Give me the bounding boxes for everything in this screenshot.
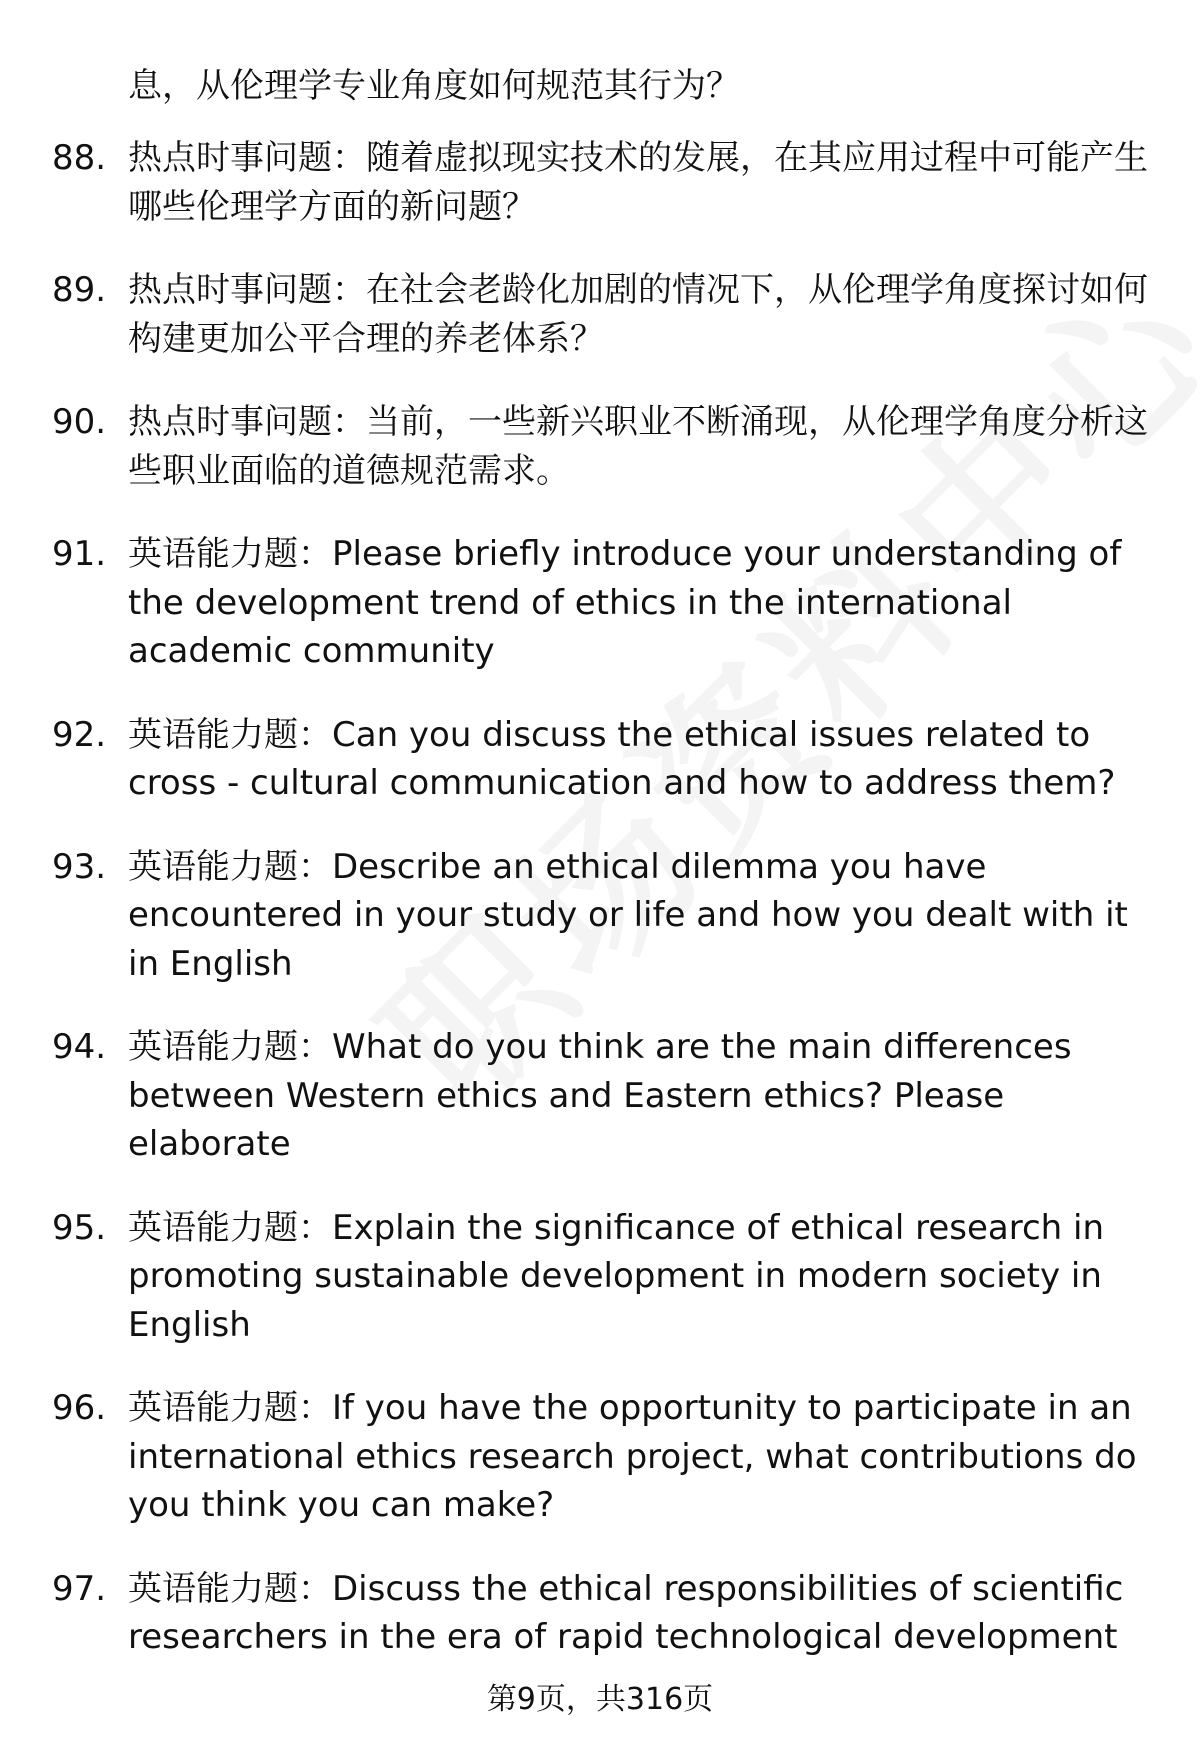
list-item (0, 398, 1148, 495)
question-number: 93. (52, 846, 107, 887)
question-number: 96. (52, 1388, 107, 1428)
question-number: 89. (52, 270, 107, 310)
question-text: 热点时事问题：当前，一些新兴职业不断涌现，从伦理学角度分析这些职业面临的道德规范需求。 (128, 402, 1148, 491)
list-item (0, 530, 1148, 676)
question-number: 92. (52, 714, 107, 755)
question-text: 英语能力题：What do you think are the main differences between Western ethics and Eastern ethics? Please elaborate (128, 1027, 1072, 1164)
list-item (0, 1384, 1148, 1530)
question-text: 热点时事问题：在社会老龄化加剧的情况下，从伦理学角度探讨如何构建更加公平合理的养老体系？ (128, 270, 1148, 359)
list-item (0, 843, 1148, 989)
list-item (0, 1565, 1148, 1662)
page-number-label: 第9页，共316页 (486, 1682, 714, 1717)
question-text: 英语能力题：Discuss the ethical responsibilities of scientific researchers in the era of rapid technological development (128, 1568, 1124, 1657)
question-number: 94. (52, 1027, 107, 1067)
question-list (0, 134, 1200, 1697)
question-number: 95. (52, 1207, 107, 1248)
question-text: 热点时事问题：随着虚拟现实技术的发展，在其应用过程中可能产生哪些伦理学方面的新问题？ (128, 138, 1148, 227)
continuation-text: 息，从伦理学专业角度如何规范其行为？ (128, 66, 740, 106)
list-item (0, 266, 1148, 363)
question-number: 90. (52, 402, 107, 442)
list-item (0, 1204, 1148, 1350)
question-text: 英语能力题：Can you discuss the ethical issues related to cross - cultural communication and how to address them? (128, 714, 1116, 803)
question-number: 88. (52, 138, 107, 178)
question-text: 英语能力题：Describe an ethical dilemma you have encountered in your study or life and how you dealt with it in English (128, 846, 1128, 984)
question-number: 91. (52, 534, 107, 574)
list-item (0, 134, 1148, 231)
question-text: 英语能力题：If you have the opportunity to participate in an international ethics research project, what contributions do you think you can make? (128, 1388, 1137, 1525)
question-number: 97. (52, 1568, 107, 1609)
question-text: 英语能力题：Explain the significance of ethical research in promoting sustainable development in modern society in English (128, 1207, 1105, 1345)
list-item (0, 1023, 1148, 1169)
question-text: 英语能力题：Please briefly introduce your understanding of the development trend of ethics in the international academic community (128, 534, 1122, 671)
list-item (0, 711, 1148, 808)
page-footer (0, 1680, 1200, 1720)
